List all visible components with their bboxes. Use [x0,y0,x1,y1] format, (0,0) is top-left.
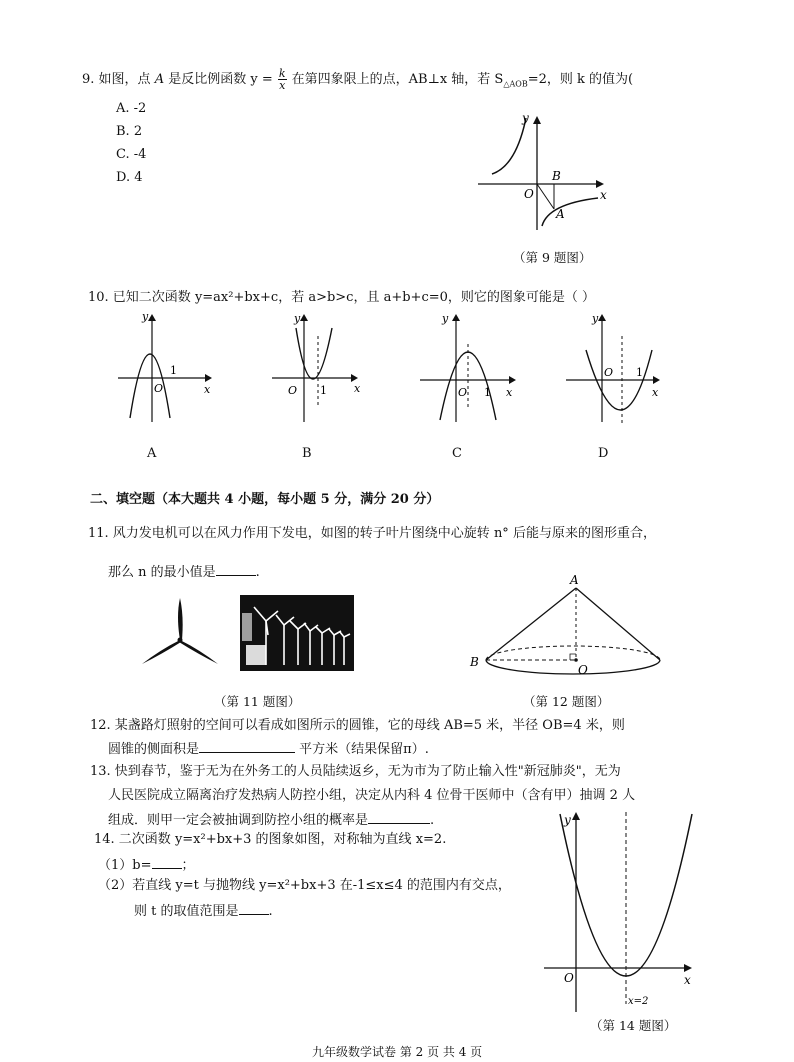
q9-x-label: x [600,188,607,202]
q11-line-1: 11. 风力发电机可以在风力作用下发电，如图的转子叶片图绕中心旋转 n° 后能与原来的图形重合， [88,526,656,541]
svg-text:O: O [604,366,614,379]
section-2-title: 二、填空题（本大题共 4 小题，每小题 5 分，满分 20 分） [90,492,440,507]
q9-stem: 9. 如图，点 A 是反比例函数 y = $\frac{k}{x}$ 在第四象限上的点，AB⊥x 轴，若 $S_{\triangle AOB}=2$，则 k 的值为( [82,67,634,92]
svg-text:1: 1 [636,366,643,379]
svg-text:O: O [564,971,574,985]
q9-b-label: B [552,169,561,183]
q13-line-1: 13. 快到春节，鉴于无为在外务工的人员陆续返乡，无为市为了防止输入性"新冠肺炎"，无为 [90,764,621,779]
q12-caption: （第 12 题图） [523,694,610,709]
q14-caption: （第 14 题图） [590,1018,677,1033]
fraction-k-over-x: $\frac{k}{x}$ [278,67,286,92]
svg-text:x: x [204,383,211,396]
q13-line-3: 组成．则甲一定会被抽调到防控小组的概率是 . [108,813,435,828]
q9-option-c: C. -4 [116,147,147,162]
q11-rotor-figure [140,596,220,668]
q11-wind-farm-photo [240,595,354,671]
q14-line-2: （1）b= ； [98,858,195,873]
q12-line-2: 圆锥的侧面积是 平方米（结果保留π）. [108,742,429,757]
q14-line-1: 14. 二次函数 y=x²+bx+3 的图象如图，对称轴为直线 x=2. [94,832,447,847]
q9-option-b: B. 2 [116,124,143,139]
q9-caption: （第 9 题图） [513,250,592,265]
q12-line-1: 12. 某盏路灯照射的空间可以看成如图所示的圆锥，它的母线 AB=5 米，半径 OB=4 米，则 [90,718,625,733]
q14-parabola-figure [540,808,710,1016]
q9-y-label: y [522,111,529,125]
q10-label-d: D [598,446,609,461]
svg-text:y: y [142,310,149,323]
q10-label-a: A [147,446,157,461]
q12-cone-figure [460,574,670,684]
svg-text:A: A [570,573,579,587]
svg-text:1: 1 [320,384,327,397]
q10-graph-b [266,310,371,425]
svg-text:x: x [684,973,691,987]
q10-label-c: C [452,446,462,461]
q10-label-b: B [302,446,312,461]
q9-figure [470,108,620,238]
q11-line-2: 那么 n 的最小值是 . [108,565,260,580]
svg-text:O: O [154,382,164,395]
q10-graph-a [112,310,217,425]
svg-text:x=2: x=2 [628,996,649,1007]
q10-graph-d [564,310,669,425]
q13-line-2: 人民医院成立隔离治疗发热病人防控小组，决定从内科 4 位骨干医师中（含有甲）抽调 2 人 [108,788,636,803]
q11-caption: （第 11 题图） [214,694,301,709]
svg-text:y: y [564,813,571,827]
svg-text:O: O [458,386,468,399]
svg-text:1: 1 [170,364,177,377]
page-footer: 九年级数学试卷 第 2 页 共 4 页 [312,1045,483,1059]
svg-text:x: x [354,382,361,395]
q9-option-d: D. 4 [116,170,143,185]
q9-origin-label: O [524,187,534,201]
svg-text:x: x [506,386,513,399]
q10-graph-c [418,310,523,425]
svg-text:x: x [652,386,659,399]
svg-text:y: y [592,312,599,325]
q9-option-a: A. -2 [116,101,147,116]
svg-text:1: 1 [484,386,491,399]
svg-text:O: O [288,384,298,397]
svg-text:B: B [470,655,479,669]
q9-a-label: A [556,207,565,221]
q14-line-4: 则 t 的取值范围是 . [134,904,273,919]
q14-line-3: （2）若直线 y=t 与抛物线 y=x²+bx+3 在-1≤x≤4 的范围内有交点， [98,878,511,893]
svg-text:O: O [578,663,588,677]
svg-text:y: y [294,312,301,325]
q10-stem: 10. 已知二次函数 y=ax²+bx+c，若 a>b>c，且 a+b+c=0，则它的图象可能是（ ） [88,290,596,305]
svg-text:y: y [442,312,449,325]
